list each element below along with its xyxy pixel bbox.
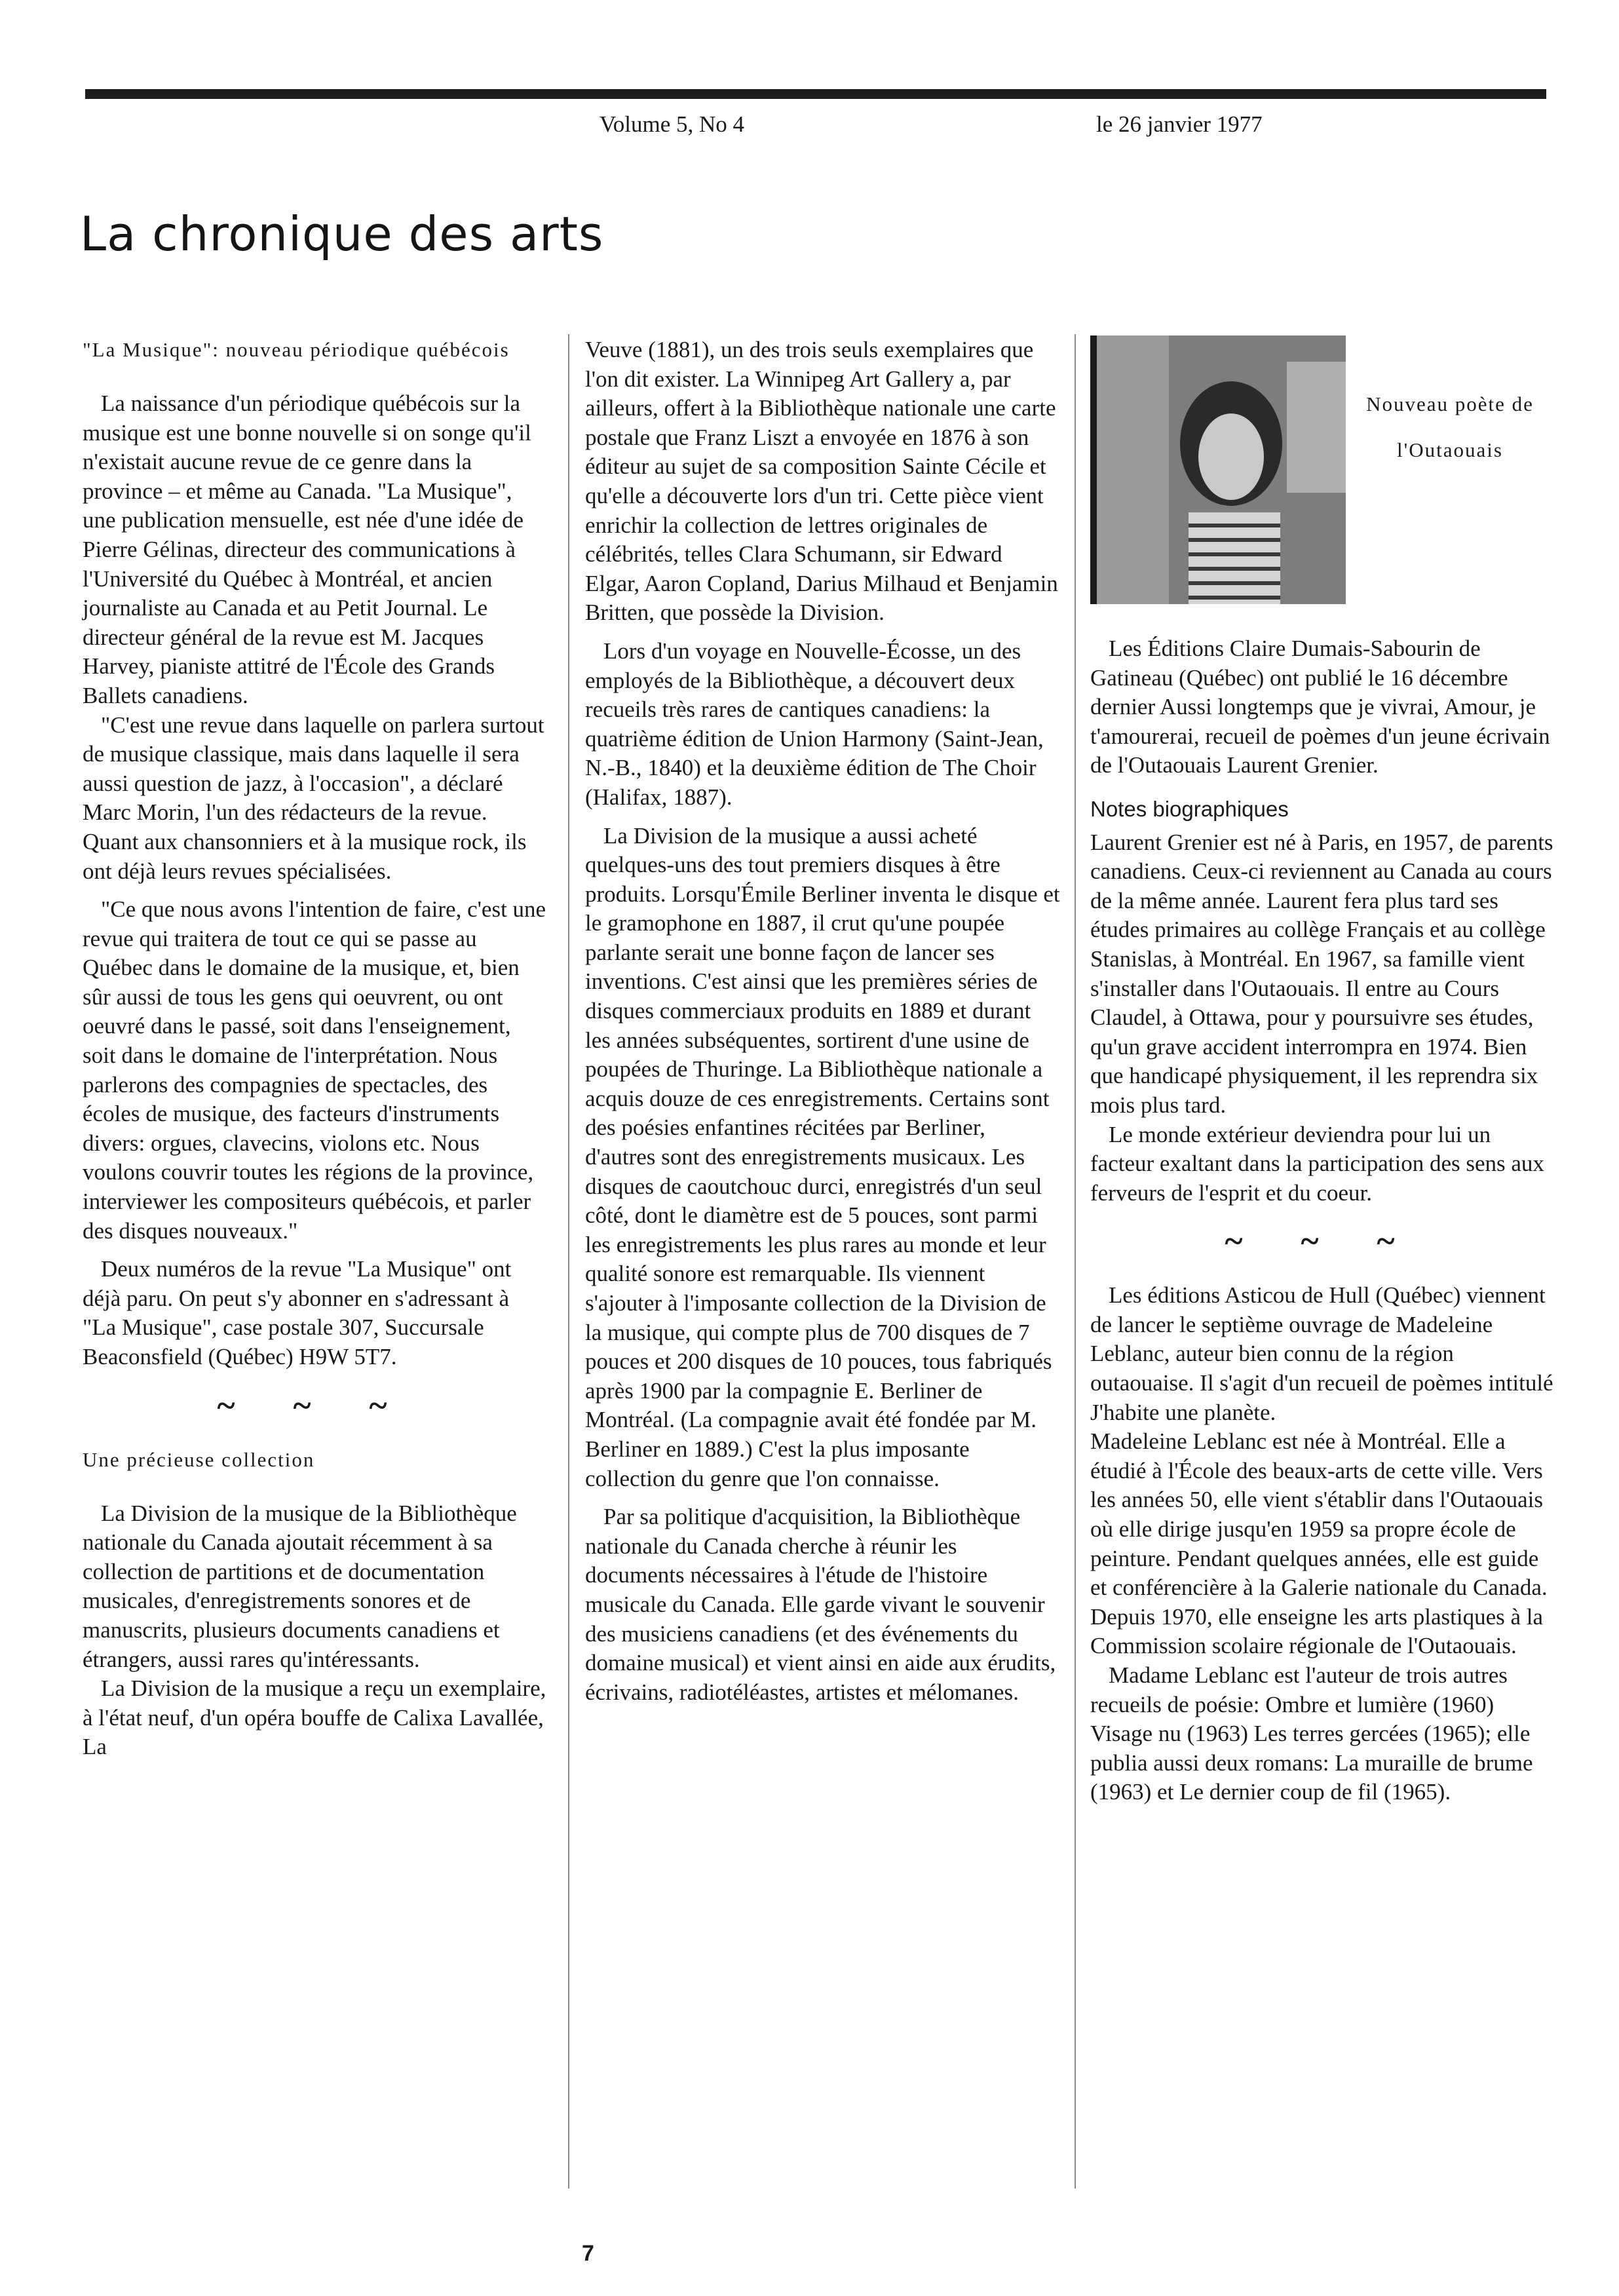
page-number: 7 <box>582 2241 594 2266</box>
paragraph: La Division de la musique de la Bibliothèque nationale du Canada ajoutait récemment à sa collection de partitions et de documentation musicales, d'enregistrements sonores et de manuscrits, plusieurs documents canadiens et étrangers, aussi rares qu'intéressants. <box>83 1500 517 1672</box>
paragraph: Laurent Grenier est né à Paris, en 1957, de parents canadiens. Ceux-ci reviennent au Canada au cours de la même année. Laurent fera plus tard ses études primaires au collège Français et au collège Stanislas, à Montréal. En 1967, sa famille vient s'installer dans l'Outaouais. Il entre au Cours Claudel, à Ottawa, pour y poursuivre ses études, qu'un grave accident interrompra en 1974. Bien que handicapé physiquement, il les reprendra six mois plus tard. <box>1090 829 1553 1118</box>
article-heading-precieuse-collection: Une précieuse collection <box>83 1447 315 1471</box>
section-separator: ~ ~ ~ <box>1225 1223 1420 1261</box>
paragraph: La Division de la musique a reçu un exemplaire, à l'état neuf, d'un opéra bouffe de Calixa Lavallée, La <box>83 1675 546 1760</box>
paragraph: Les Éditions Claire Dumais-Sabourin de Gatineau (Québec) ont publié le 16 décembre dernier Aussi longtemps que je vivrai, Amour, je t'amourerai, recueil de poèmes d'un jeune écrivain de l'Outaouais Laurent Grenier. <box>1090 636 1550 778</box>
paragraph: Madame Leblanc est l'auteur de trois autres recueils de poésie: Ombre et lumière (1960) Visage nu (1963) Les terres gercées (1965); elle publia aussi deux romans: La muraille de brume (1963) et Le dernier coup de fil (1965). <box>1090 1662 1533 1805</box>
column-divider-1 <box>568 334 569 2189</box>
paragraph: Veuve (1881), un des trois seuls exemplaires que l'on dit exister. La Winnipeg Art Gallery a, par ailleurs, offert à la Bibliothèque nationale une carte postale que Franz Liszt a envoyée en 1876 à son éditeur au sujet de sa composition Sainte Cécile et qu'elle a découverte lors d'un tri. Cette pièce vient enrichir la collection de lettres originales de célébrités, telles Clara Schumann, sir Edward Elgar, Aaron Copland, Darius Milhaud et Benjamin Britten, que possède la Division. <box>585 337 1058 626</box>
paragraph: "Ce que nous avons l'intention de faire, c'est une revue qui traitera de tout ce qui se passe au Québec dans le domaine de la musique, et, bien sûr aussi de tous les gens qui oeuvrent, ou ont oeuvré dans le passé, soit dans l'enseignement, soit dans le domaine de l'interprétation. Nous parlerons des compagnies de spectacles, des écoles de musique, des facteurs d'instruments divers: orgues, clavecins, violons etc. Nous voulons couvrir toutes les régions de la province, interviewer les compositeurs québécois, et parler des disques nouveaux." <box>83 896 546 1244</box>
paragraph: Lors d'un voyage en Nouvelle-Écosse, un des employés de la Bibliothèque, a découvert deux recueils très rares de cantiques canadiens: la quatrième édition de Union Harmony (Saint-Jean, N.-B., 1840) et la deuxième édition de The Choir (Halifax, 1887). <box>585 638 1044 810</box>
paragraph: Le monde extérieur deviendra pour lui un facteur exaltant dans la participation des sens aux ferveurs de l'esprit et du coeur. <box>1090 1121 1544 1206</box>
paragraph: La naissance d'un périodique québécois sur la musique est une bonne nouvelle si on songe qu'il n'existait aucune revue de ce genre dans la province – et même au Canada. "La Musique", une publication mensuelle, est née d'une idée de Pierre Gélinas, directeur des communications à l'Université du Québec à Montréal, et ancien journaliste au Canada et au Petit Journal. Le directeur général de la revue est M. Jacques Harvey, pianiste attitré de l'École des Grands Ballets canadiens. <box>83 391 531 708</box>
paragraph: Les éditions Asticou de Hull (Québec) viennent de lancer le septième ouvrage de Madeleine Leblanc, auteur bien connu de la région outaouaise. Il s'agit d'un recueil de poèmes intitulé J'habite une planète. <box>1090 1282 1553 1425</box>
masthead-title: La chronique des arts <box>80 206 604 261</box>
paragraph: Madeleine Leblanc est née à Montréal. Elle a étudié à l'École des beaux-arts de cette ville. Vers les années 50, elle vient s'établir dans l'Outaouais où elle dirige jusqu'en 1959 sa propre école de peinture. Pendant quelques années, elle est guide et conférencière à la Galerie nationale du Canada. Depuis 1970, elle enseigne les arts plastiques à la Commission scolaire régionale de l'Outaouais. <box>1090 1428 1548 1659</box>
paragraph: La Division de la musique a aussi acheté quelques-uns des tout premiers disques à être produits. Lorsqu'Émile Berliner inventa le disque et le gramophone en 1887, il crut qu'une poupée parlante serait une bonne façon de lancer ses inventions. C'est ainsi que les premières séries de disques commerciaux produits en 1889 et durant les années subséquentes, sortirent d'une usine de poupées de Thuringe. La Bibliothèque nationale a acquis douze de ces enregistrements. Certains sont des poésies enfantines récitées par Berliner, d'autres sont des enregistrements musicaux. Les disques de caoutchouc durci, enregistrés d'un seul côté, dont le diamètre est de 5 pouces, sont parmi les enregistrements les plus rares au monde et leur qualité sonore est remarquable. Ils viennent s'ajouter à l'imposante collection de la Division de la musique, qui compte plus de 700 disques de 7 pouces et 200 disques de 10 pouces, tous fabriqués après 1900 par la compagnie E. Berliner de Montréal. (La compagnie avait été fondée par M. Berliner en 1889.) C'est la plus imposante collection du genre que l'on connaisse. <box>585 822 1060 1491</box>
paragraph: "C'est une revue dans laquelle on parlera surtout de musique classique, mais dans laquelle il sera aussi question de jazz, à l'occasion", a déclaré Marc Morin, l'un des rédacteurs de la revue. Quant aux chansonniers et à la musique rock, ils ont déjà leurs revues spécialisées. <box>83 712 544 884</box>
article-heading-la-musique: "La Musique": nouveau périodique québécois <box>83 338 510 361</box>
column-divider-2 <box>1075 334 1076 2189</box>
portrait-illustration <box>1090 335 1346 604</box>
portrait-photo <box>1090 335 1346 604</box>
column-2 <box>585 335 1060 1707</box>
issue-date: le 26 janvier 1977 <box>1096 111 1263 137</box>
column-3 <box>1090 335 1554 1807</box>
issue-volume: Volume 5, No 4 <box>600 111 745 137</box>
photo-caption: Nouveau poète de l'Outaouais <box>1366 392 1534 461</box>
paragraph: Par sa politique d'acquisition, la Bibliothèque nationale du Canada cherche à réunir les documents nécessaires à l'étude de l'histoire musicale du Canada. Elle garde vivant le souvenir des musiciens canadiens (et des événements du domaine musical) et vient ainsi en aide aux érudits, écrivains, radiotéléastes, artistes et mélomanes. <box>585 1504 1056 1705</box>
notes-heading: Notes biographiques <box>1090 796 1289 821</box>
section-separator: ~ ~ ~ <box>217 1387 412 1425</box>
photo-block <box>1090 335 1554 604</box>
column-1 <box>83 335 546 1762</box>
paragraph: Deux numéros de la revue "La Musique" ont déjà paru. On peut s'y abonner en s'adressant à "La Musique", case postale 307, Succursale Beaconsfield (Québec) H9W 5T7. <box>83 1256 512 1369</box>
top-rule <box>85 89 1546 99</box>
